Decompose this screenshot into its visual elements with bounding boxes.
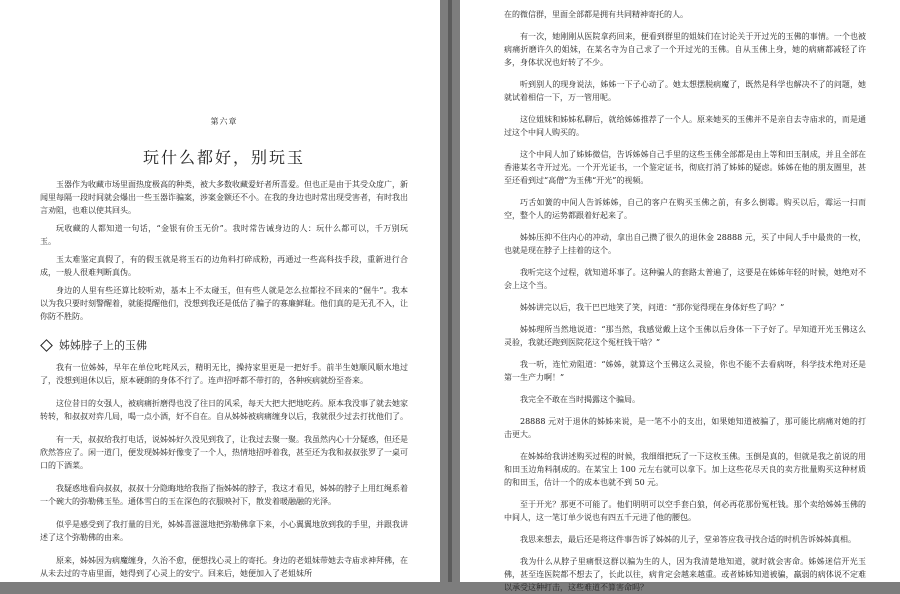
paragraph: 这位昔日的女强人，被病痛折磨得也没了往日的风采，每天大把大把地吃药。原本我没事了就去她家转转，和叔叔对弈几局，喝一点小酒，好不自在。自从姊姊被病痛缠身以后，我就很少过去打扰他们了。 [40,399,408,421]
paragraph: 至于开光？那更不可能了。他们明明可以空手套白狼，何必再花那份冤枉钱。那个卖给姊姊玉佛的中间人，这一笔订单少说也有四五千元进了他的腰包。 [504,500,866,522]
section-heading-text: 姊姊脖子上的玉佛 [59,339,147,352]
paragraph: 我疑惑地看向叔叔，叔叔十分隐晦地给我指了指姊姊的脖子，我这才看见，姊姊的脖子上用红绳系着一个碗大的弥勒佛玉坠。通体雪白的玉在深色的衣服映衬下，散发着暖融融的光泽。 [40,484,408,506]
paragraph: 身边的人里有些还算比较听劝，基本上不太碰玉，但有些人就是怎么拉都拉不回来的“倔牛”。我本以为我只要时刻警醒着，就能提醒他们，没想到我还是低估了骗子的寡廉鲜耻。他们真的是无孔不入，让你防不胜防。 [40,286,408,321]
paragraph: 听到别人的现身说法，姊姊一下子心动了。她太想摆脱病魔了，既然是科学也解决不了的问题，她就试着相信一下，万一管用呢。 [504,80,866,102]
paragraph: 我有一位姊姊，早年在单位叱咤风云，精明无比，操持家里更是一把好手。前半生她顺风顺水地过了，没想到退休以后，原本硬朗的身体不行了。连声招呼都不带打的，各种疾病就纷至沓来。 [40,363,408,385]
paragraph: 我为什么从脖子里痛恨这群以骗为生的人，因为我清楚地知道，就时就会害命。姊姊迷信开光玉佛，甚至连医院都不想去了，长此以往，病肯定会越来越重。或者姊姊知道被骗，羸弱的病体说不定难以承受这种打击，这些难道不算害命吗？ [504,557,866,592]
right-page [460,0,900,592]
paragraph: 姊姊压抑不住内心的冲动，拿出自己攒了很久的退休金 28888 元，买了中间人手中最贵的一枚，也就是现在脖子上挂着的这个。 [504,233,866,255]
paragraph: 有一天，叔叔给我打电话，说姊姊好久没见到我了，让我过去聚一聚。我虽然内心十分疑惑，但还是欣然答应了。闲一道门，便发现姊姊好像变了一个人，热情地招呼着我，甚至还为我和叔叔张罗了一桌可口的下酒菜。 [40,435,408,470]
paragraph: 玉太难鉴定真假了，有的假玉就是将玉石的边角料打碎成粉，再通过一些高科技手段，重新进行合成，一般人很难判断真伪。 [40,255,408,277]
paragraph: 巧舌如簧的中间人告诉姊姊，自己的客户在购买玉佛之前，有多么倒霉。购买以后，霉运一扫而空，整个人的运势都跟着好起来了。 [504,198,866,220]
paragraph: 在姊姊给我讲述购买过程的时候，我细细把玩了一下这枚玉佛。玉倒是真的，但就是我之前说的用和田玉边角料制成的。在某宝上 100 元左右就可以拿下。加上这些花尽天良的卖方批量购买这种材质的和田玉，估计一个的成本也就不到 50 元。 [504,452,866,487]
paragraph: 28888 元对于退休的姊姊来说，是一笔不小的支出，如果她知道被骗了，那可能比病痛对她的打击更大。 [504,417,866,439]
paragraph: 这个中间人加了姊姊微信，告诉姊姊自己手里的这些玉佛全部都是由上等和田玉制成，并且全部在香港某名寺开过光。一个开光证书，一个鉴定证书，彻底打消了姊姊的疑虑。姊姊在他的朋友圈里，甚至还看到过“高僧”为玉佛“开光”的视频。 [504,150,866,185]
chapter-label: 第六章 [210,117,238,126]
paragraph: 我听完这个过程，就知道坏事了。这种骗人的套路太普遍了，这要是在姊姊年轻的时候，她绝对不会上这个当。 [504,268,866,290]
right-page-body [504,0,866,594]
paragraph: 有一次，她刚刚从医院拿药回来，便看到群里的姐妹们在讨论关于开过光的玉佛的事情。一个也被病痛折磨许久的姐妹，在某名寺为自己求了一个开过光的玉佛。自从玉佛上身，她的病痛都减轻了许多，身体状况也好转了不少。 [504,32,866,67]
paragraph: 姊姊理所当然地说道：“那当然，我感觉戴上这个玉佛以后身体一下子好了。早知道开光玉佛这么灵验，我就还跑到医院花这个冤枉钱干啥？” [504,325,866,347]
paragraph: 我思来想去，最后还是将这件事告诉了姊姊的儿子，堂弟答应我寻找合适的时机告诉姊姊真相。 [520,535,856,544]
paragraph: 原来，姊姊因为病魔缠身，久治不愈，便想找心灵上的寄托。身边的老姐妹带她去寺庙求神拜佛，在从未去过的寺庙里面，她得到了心灵上的安宁。回来后，她便加入了老姐妹所 [40,556,408,578]
page-gutter [440,0,460,582]
paragraph: 似乎是感受到了我打量的目光，姊姊喜滋滋地把弥勒佛拿下来，小心翼翼地放到我的手里，并跟我讲述了这个弥勒佛的由来。 [40,520,408,542]
paragraph: 玩收藏的人都知道一句话，“金银有价玉无价”。我时常告诫身边的人：玩什么都可以，千万别玩玉。 [40,224,408,246]
paragraph: 我完全不敢在当时揭露这个骗局。 [520,395,640,404]
diamond-bullet-icon [40,339,53,352]
section-heading [40,337,408,353]
left-page-body [40,178,408,580]
chapter-title: 玩什么都好，别玩玉 [142,148,305,167]
paragraph: 在的微信群，里面全部都是拥有共同精神寄托的人。 [504,10,688,19]
left-page [0,0,440,582]
paragraph: 玉器作为收藏市场里面热度极高的种类，被大多数收藏爱好者所喜爱。但也正是由于其受众度广，新闻里每隔一段时间就会爆出一些玉器诈骗案，涉案金额还不小。在我的身边也时常出现受害者，有时我出言劝阻，也难以使其回头。 [40,180,408,215]
paragraph: 这位姐妹和姊姊私聊后，就给姊姊推荐了一个人。原来她买的玉佛并不是亲自去寺庙求的，而是通过这个中间人购买的。 [504,115,866,137]
paragraph: 我一听，连忙劝阻道：“姊姊，就算这个玉佛这么灵验，你也不能不去看病呀，科学技术绝对还是第一生产力啊！” [504,360,866,382]
page-divider [448,0,452,582]
paragraph: 姊姊讲完以后，我干巴巴地笑了笑，问道：“那你觉得现在身体好些了吗？” [520,303,785,312]
